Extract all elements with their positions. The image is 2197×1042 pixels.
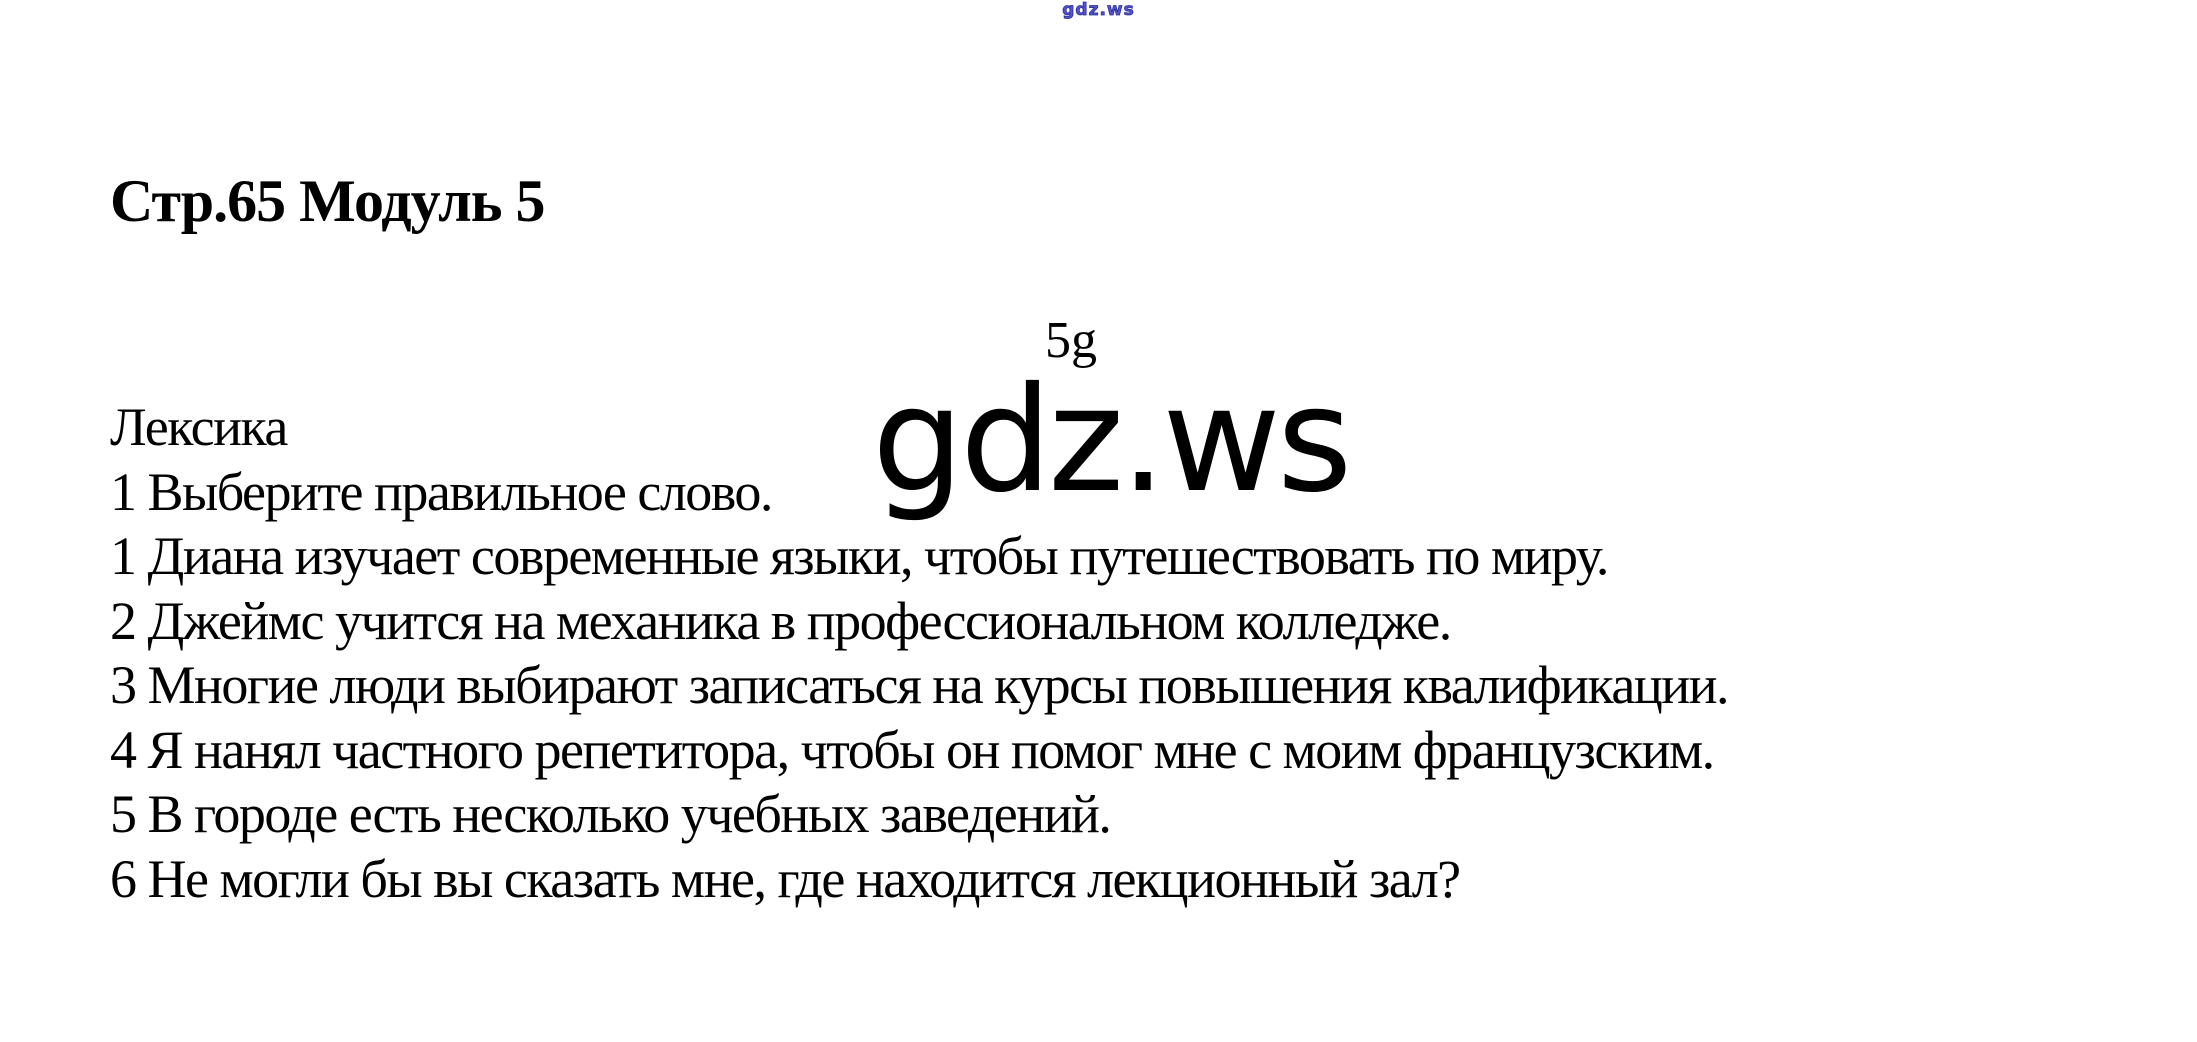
sentence-item-3: 3 Многие люди выбирают записаться на курсы повышения квалификации. bbox=[110, 655, 1729, 715]
sentence-item-6: 6 Не могли бы вы сказать мне, где находится лекционный зал? bbox=[110, 848, 1460, 909]
sentence-item-4: 4 Я нанял частного репетитора, чтобы он помог мне с моим французским. bbox=[110, 719, 1714, 780]
page-title: Стр.65 Модуль 5 bbox=[110, 168, 545, 234]
exercise-text-block bbox=[110, 395, 2157, 911]
sentence-item-5: 5 В городе есть несколько учебных заведений. bbox=[110, 784, 1111, 844]
large-watermark: gdz.ws bbox=[872, 356, 1349, 525]
task-instruction: 1 Выберите правильное слово. bbox=[110, 461, 772, 522]
vocab-heading: Лексика bbox=[110, 397, 287, 457]
site-watermark-link[interactable]: gdz.ws bbox=[1062, 0, 1135, 20]
sentence-item-1: 1 Диана изучает современные языки, чтобы путешествовать по миру. bbox=[110, 526, 1608, 586]
section-label: 5g bbox=[1045, 312, 1097, 369]
sentence-item-2: 2 Джеймс учится на механика в профессиональном колледже. bbox=[110, 590, 1451, 651]
